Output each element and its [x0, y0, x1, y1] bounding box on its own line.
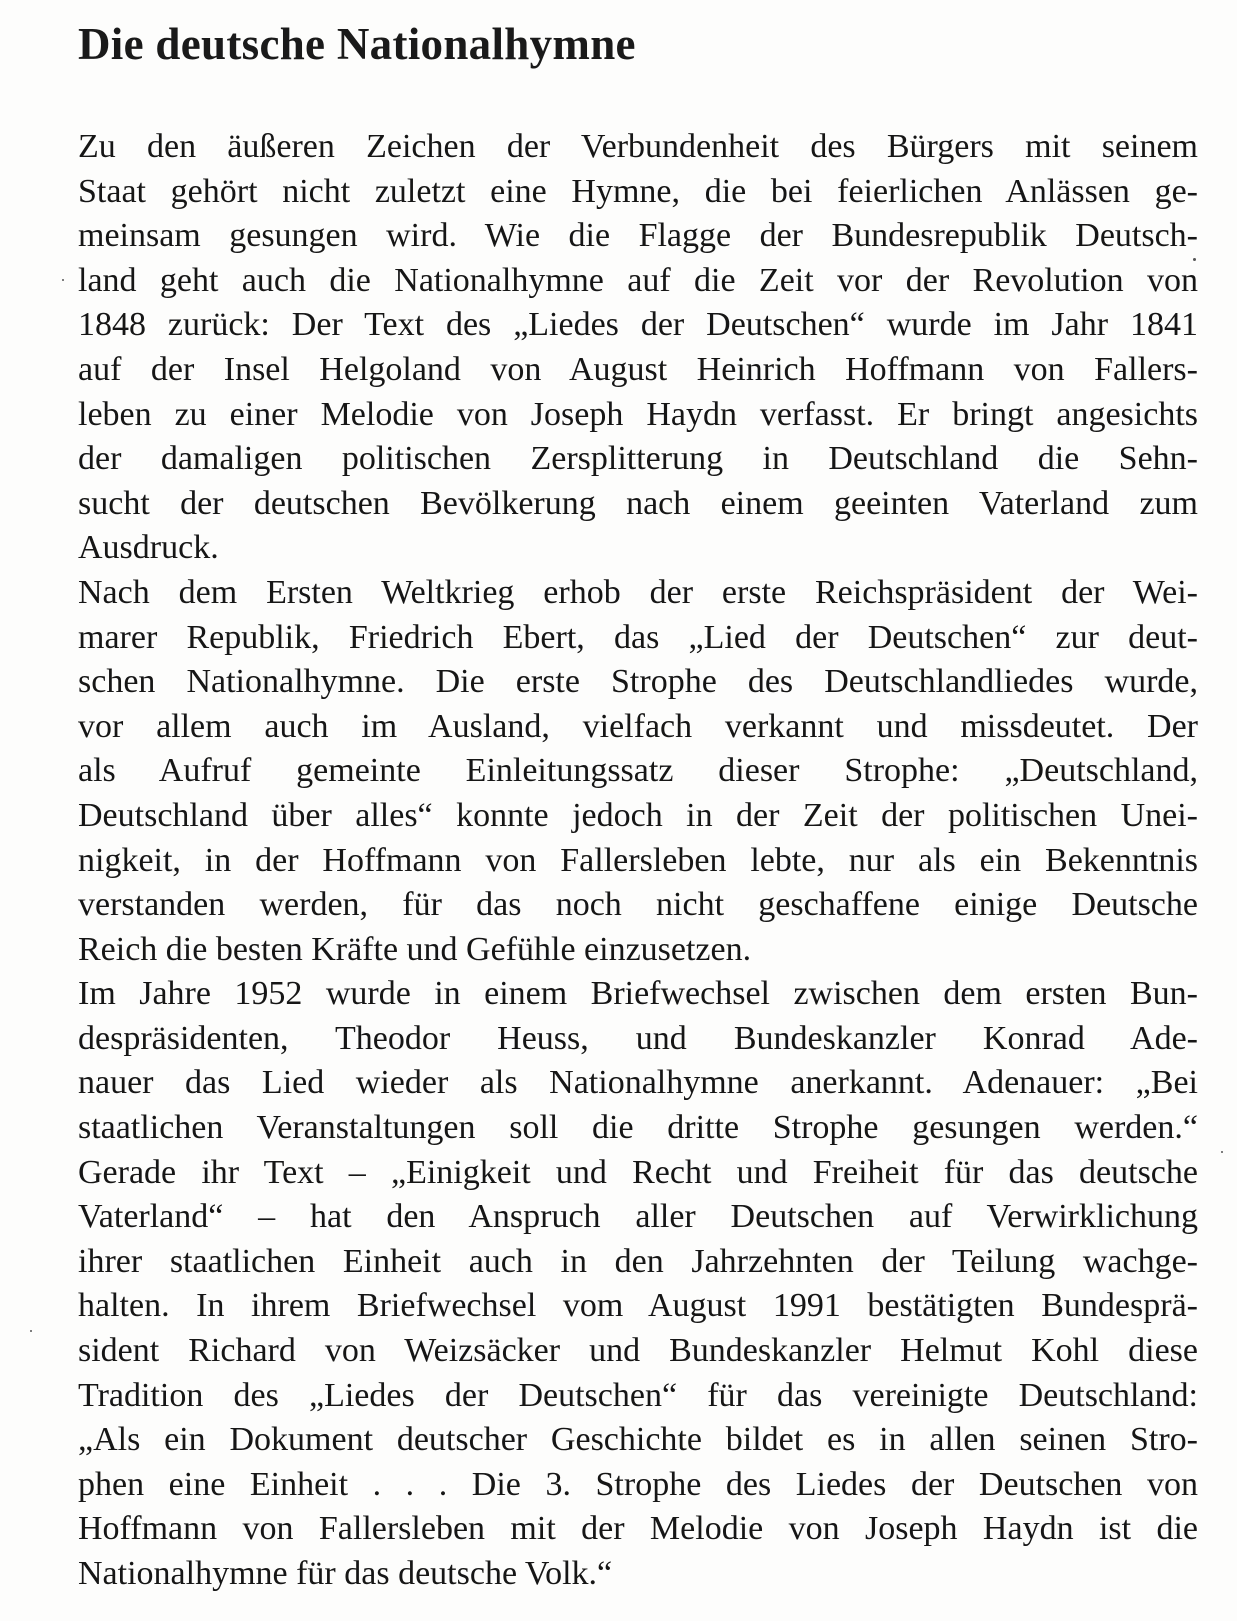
- text-line: Reich die besten Kräfte und Gefühle einzusetzen.: [78, 930, 752, 968]
- text-line: nigkeit, in der Hoffmann von Fallersleben lebte, nur als ein Bekenntnis: [78, 841, 1198, 879]
- text-line: als Aufruf gemeinte Einleitungssatz dieser Strophe: „Deutschland,: [78, 752, 1198, 790]
- text-line: Nationalhymne für das deutsche Volk.“: [78, 1555, 613, 1592]
- text-line: ihrer staatlichen Einheit auch in den Jahrzehnten der Teilung wachge-: [78, 1242, 1198, 1280]
- text-line: Ausdruck.: [78, 529, 219, 567]
- text-line: Im Jahre 1952 wurde in einem Briefwechsel zwischen dem ersten Bun-: [78, 975, 1198, 1013]
- text-line: Staat gehört nicht zuletzt eine Hymne, die bei feierlichen Anlässen ge-: [78, 172, 1198, 210]
- page-title: Die deutsche Nationalhymne: [78, 19, 636, 69]
- text-line: auf der Insel Helgoland von August Heinrich Hoffmann von Fallers-: [78, 350, 1198, 388]
- text-line: 1848 zurück: Der Text des „Liedes der Deutschen“ wurde im Jahr 1841: [78, 306, 1198, 344]
- text-line: Tradition des „Liedes der Deutschen“ für das vereinigte Deutschland:: [78, 1376, 1198, 1414]
- text-line: marer Republik, Friedrich Ebert, das „Lied der Deutschen“ zur deut-: [78, 618, 1198, 656]
- text-line: phen eine Einheit . . . Die 3. Strophe des Liedes der Deutschen von: [78, 1465, 1198, 1503]
- text-line: leben zu einer Melodie von Joseph Haydn verfasst. Er bringt angesichts: [78, 395, 1198, 433]
- text-line: sucht der deutschen Bevölkerung nach einem geeinten Vaterland zum: [78, 484, 1198, 522]
- scan-speck: [1193, 258, 1196, 261]
- text-line: meinsam gesungen wird. Wie die Flagge der Bundesrepublik Deutsch-: [78, 217, 1198, 255]
- text-line: sident Richard von Weizsäcker und Bundeskanzler Helmut Kohl diese: [78, 1332, 1198, 1370]
- text-line: Hoffmann von Fallersleben mit der Melodie von Joseph Haydn ist die: [78, 1510, 1198, 1548]
- text-line: despräsidenten, Theodor Heuss, und Bundeskanzler Konrad Ade-: [78, 1019, 1198, 1057]
- text-line: Deutschland über alles“ konnte jedoch in der Zeit der politischen Unei-: [78, 796, 1198, 834]
- text-line: vor allem auch im Ausland, vielfach verkannt und missdeutet. Der: [78, 707, 1198, 745]
- text-line: halten. In ihrem Briefwechsel vom August 1991 bestätigten Bundesprä-: [78, 1287, 1198, 1325]
- text-line: „Als ein Dokument deutscher Geschichte bildet es in allen seinen Stro-: [78, 1421, 1198, 1459]
- text-line: schen Nationalhymne. Die erste Strophe des Deutschlandliedes wurde,: [78, 663, 1198, 701]
- text-line: land geht auch die Nationalhymne auf die Zeit vor der Revolution von: [78, 261, 1198, 299]
- scan-speck: [1221, 1151, 1223, 1153]
- scan-speck: [30, 1330, 32, 1332]
- scan-speck: [62, 279, 64, 281]
- text-line: nauer das Lied wieder als Nationalhymne anerkannt. Adenauer: „Bei: [78, 1064, 1198, 1102]
- text-line: verstanden werden, für das noch nicht geschaffene einige Deutsche: [78, 886, 1198, 924]
- text-line: Vaterland“ – hat den Anspruch aller Deutschen auf Verwirklichung: [78, 1198, 1198, 1236]
- text-line: Zu den äußeren Zeichen der Verbundenheit des Bürgers mit seinem: [78, 128, 1198, 165]
- text-line: staatlichen Veranstaltungen soll die dritte Strophe gesungen werden.“: [78, 1109, 1198, 1147]
- body-text: [78, 125, 1198, 1597]
- text-line: der damaligen politischen Zersplitterung in Deutschland die Sehn-: [78, 440, 1198, 478]
- text-line: Gerade ihr Text – „Einigkeit und Recht und Freiheit für das deutsche: [78, 1153, 1198, 1191]
- text-line: Nach dem Ersten Weltkrieg erhob der erste Reichspräsident der Wei-: [78, 573, 1198, 611]
